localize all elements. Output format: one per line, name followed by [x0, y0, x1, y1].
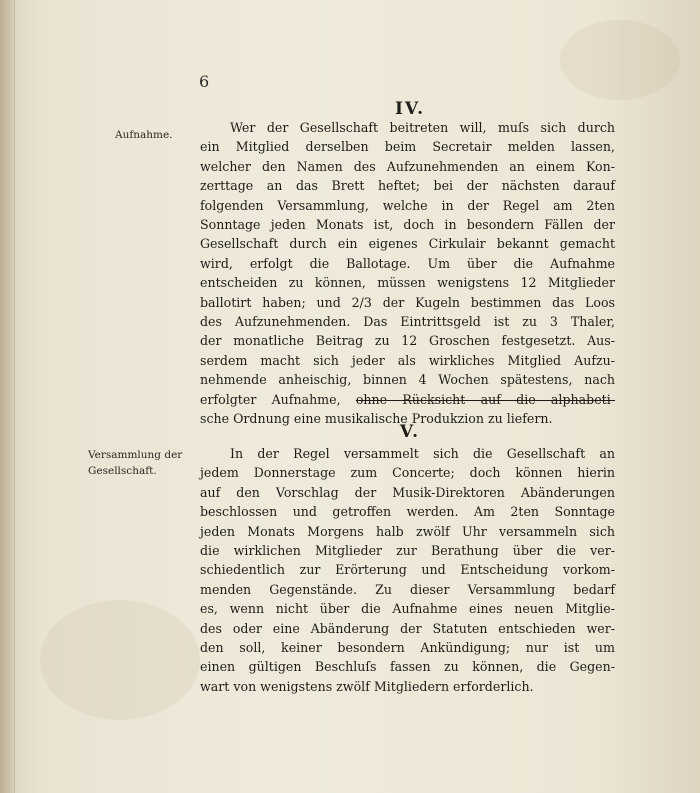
text-line: folgenden Versammlung, welche in der Regel am 2ten — [200, 197, 615, 213]
text-line: jeden Monats Morgens halb zwölf Uhr versammeln sich — [200, 523, 615, 539]
text-line: die wirklichen Mitglieder zur Berathung über die ver- — [200, 543, 615, 559]
text-line: sche Ordnung eine musikalische Produkzion zu liefern. — [200, 411, 553, 427]
page-number: 6 — [199, 72, 210, 91]
text-line: ein Mitglied derselben beim Secretair melden lassen, — [200, 139, 615, 155]
text-line-struck — [200, 390, 615, 409]
text-line: einen gültigen Beschluſs fassen zu können, die Gegen- — [200, 659, 615, 675]
text-line: jedem Donnerstage zum Concerte; doch können hierin — [200, 465, 615, 481]
section-iv-paragraph — [200, 118, 615, 429]
text-line: serdem macht sich jeder als wirkliches Mitglied Aufzu- — [200, 352, 615, 368]
section-v-paragraph — [200, 444, 615, 696]
text-line: es, wenn nicht über die Aufnahme eines neuen Mitglie- — [200, 601, 615, 617]
text-line: In der Regel versammelt sich die Gesellschaft an — [230, 446, 615, 461]
text-line: Wer der Gesellschaft beitreten will, muſs sich durch — [230, 120, 615, 135]
text-line: wird, erfolgt die Ballotage. Um über die Aufnahme — [200, 255, 615, 271]
text-line: auf den Vorschlag der Musik-Direktoren Abänderungen — [200, 484, 615, 500]
text-line: entscheiden zu können, müssen wenigstens 12 Mitglieder — [200, 275, 615, 291]
section-heading-v: V. — [399, 422, 421, 442]
text-line: des Aufzunehmenden. Das Eintrittsgeld ist zu 3 Thaler, — [200, 314, 615, 330]
paper-stain — [560, 20, 680, 100]
text-line: des oder eine Abänderung der Statuten entschieden wer- — [200, 620, 615, 636]
struck-line-prefix: erfolgter Aufnahme, — [200, 391, 356, 407]
section-heading-iv: IV. — [394, 99, 426, 119]
text-line: beschlossen und getroffen werden. Am 2ten Sonntage — [200, 504, 615, 520]
text-line: menden Gegenstände. Zu dieser Versammlung bedarf — [200, 581, 615, 597]
margin-note-aufnahme: Aufnahme. — [115, 129, 173, 141]
text-line: Gesellschaft durch ein eigenes Cirkulair bekannt gemacht — [200, 236, 615, 252]
text-line: welcher den Namen des Aufzunehmenden an einem Kon- — [200, 158, 615, 174]
struck-text: ohne Rücksicht auf die alphabeti- — [355, 391, 615, 407]
text-line: nehmende anheischig, binnen 4 Wochen spätestens, nach — [200, 372, 615, 388]
text-line: der monatliche Beitrag zu 12 Groschen festgesetzt. Aus- — [200, 333, 615, 349]
text-line: ballotirt haben; und 2/3 der Kugeln bestimmen das Loos — [200, 294, 615, 310]
text-line: zerttage an das Brett heftet; bei der nächsten darauf — [200, 178, 615, 194]
margin-note-versammlung: Versammlung der Gesellschaft. — [88, 449, 183, 477]
binding-spine — [0, 0, 15, 793]
text-line: den soll, keiner besondern Ankündigung; nur ist um — [200, 640, 615, 656]
paper-stain — [40, 600, 200, 720]
text-line: schiedentlich zur Erörterung und Entscheidung vorkom- — [200, 562, 615, 578]
text-line: Sonntage jeden Monats ist, doch in besondern Fällen der — [200, 217, 615, 233]
text-line: wart von wenigstens zwölf Mitgliedern erforderlich. — [200, 678, 534, 694]
